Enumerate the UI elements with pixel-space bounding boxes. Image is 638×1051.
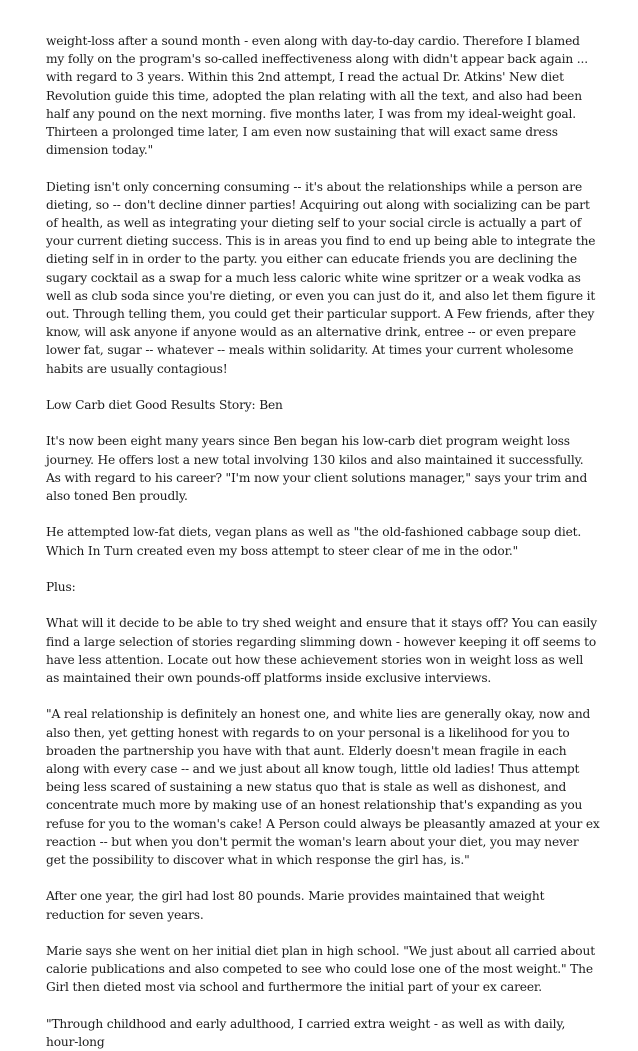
- paragraph-3: It's now been eight many years since Ben began his low-carb diet program weight loss journey. He offers lost a new total involving 130 kilos and also maintained it successfully. As with regard to his career? "I'm now your client solutions manager," says your trim and also toned Ben proudly.: [46, 434, 588, 504]
- section-heading-ben: Low Carb diet Good Results Story: Ben: [46, 398, 283, 413]
- paragraph-2: Dieting isn't only concerning consuming -- it's about the relationships while a person are dieting, so -- don't decline dinner parties! Acquiring out along with socializing can be part of health, as well as integrating your dieting self to your social circle is actually a part of your current dieting success. This is in areas you find to end up being able to integrate the dieting self in in order to the party. you either can educate friends you are declining the sugary cocktail as a swap for a much less caloric white wine spritzer or a weak vodka as well as club soda since you're dieting, or even you can just do it, and also let them figure it out. Through telling them, you could get their particular support. A Few friends, after they know, will ask anyone if anyone would as an alternative drink, entree -- or even prepare lower fat, sugar -- whatever -- meals within solidarity. At times your current wholesome habits are usually contagious!: [46, 179, 596, 376]
- paragraph-8: Marie says she went on her initial diet plan in high school. "We just about all carried about calorie publications and also competed to see who could lose one of the most weight." The Girl then dieted most via school and furthermore the initial part of your ex career.: [46, 944, 595, 995]
- paragraph-4: He attempted low-fat diets, vegan plans as well as "the old-fashioned cabbage soup diet. Which In Turn created even my boss attempt to steer clear of me in the odor.": [46, 525, 582, 558]
- paragraph-6: "A real relationship is definitely an honest one, and white lies are generally okay, now and also then, yet getting honest with regards to on your personal is a likelihood for you to broaden the partnership you have with that aunt. Elderly doesn't mean fragile in each along with every case -- and we just about all know tough, little old ladies! Thus attempt being less scared of sustaining a new status quo that is stale as well as dishonest, and concentrate much more by making use of an honest relationship that's expanding as you refuse for you to the woman's cake! A Person could always be pleasantly amazed at your ex reaction -- but when you don't permit the woman's learn about your diet, you may never get the possibility to discover what in which response the girl has, is.": [46, 707, 600, 868]
- paragraph-9: "Through childhood and early adulthood, I carried extra weight - as well as with daily, hour-long: [46, 1016, 566, 1050]
- document-page: [46, 32, 600, 1051]
- paragraph-1: weight-loss after a sound month - even along with day-to-day cardio. Therefore I blamed my folly on the program's so-called ineffectiveness along with didn't appear back again ... with regard to 3 years. Within this 2nd attempt, I read the actual Dr. Atkins' New diet Revolution guide this time, adopted the plan relating with all the text, and also had been half any pound on the next morning. five months later, I was from my ideal-weight goal. Thirteen a prolonged time later, I am even now sustaining that will exact same dress dimension today.": [46, 34, 588, 158]
- plus-label: Plus:: [46, 580, 76, 595]
- paragraph-5: What will it decide to be able to try shed weight and ensure that it stays off? You can easily find a large selection of stories regarding slimming down - however keeping it off seems to have less attention. Locate out how these achievement stories won in weight loss as well as maintained their own pounds-off platforms inside exclusive interviews.: [46, 616, 598, 686]
- paragraph-7: After one year, the girl had lost 80 pounds. Marie provides maintained that weight reduction for seven years.: [46, 889, 545, 922]
